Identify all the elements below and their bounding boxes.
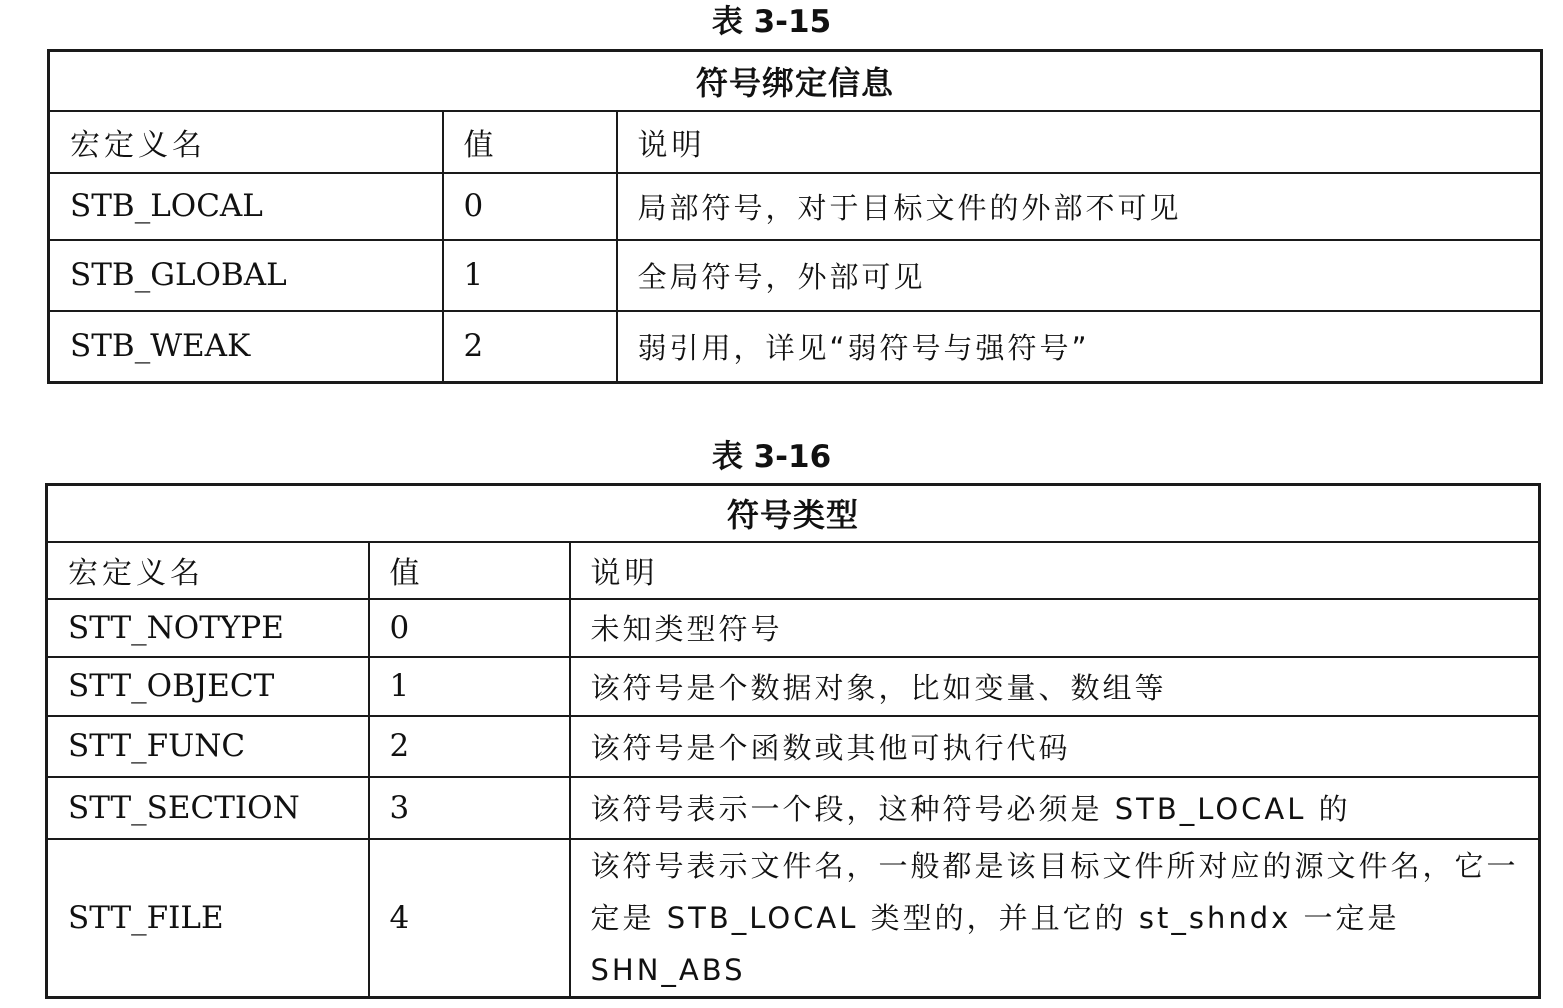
macro-cell: STB_LOCAL — [49, 173, 443, 240]
value-cell: 1 — [369, 657, 570, 716]
column-header-macro: 宏定义名 — [47, 542, 369, 599]
column-header-value: 值 — [443, 111, 617, 173]
macro-cell: STT_FILE — [47, 839, 369, 998]
description-cell: 局部符号，对于目标文件的外部不可见 — [617, 173, 1542, 240]
description-cell: 全局符号，外部可见 — [617, 240, 1542, 311]
value-cell: 4 — [369, 839, 570, 998]
table-title: 符号绑定信息 — [49, 51, 1542, 111]
symbol-type-table — [45, 483, 1541, 999]
column-header-macro: 宏定义名 — [49, 111, 443, 173]
macro-cell: STB_GLOBAL — [49, 240, 443, 311]
column-header-value: 值 — [369, 542, 570, 599]
description-cell: 弱引用，详见“弱符号与强符号” — [617, 311, 1542, 383]
value-cell: 3 — [369, 777, 570, 839]
description-cell: 该符号是个函数或其他可执行代码 — [570, 716, 1540, 777]
table-row — [47, 716, 1540, 777]
table-row — [49, 240, 1542, 311]
description-cell: 未知类型符号 — [570, 599, 1540, 657]
table-row — [47, 839, 1540, 998]
table-caption-3-15: 表 3-15 — [711, 4, 832, 40]
description-cell: 该符号表示一个段，这种符号必须是 STB_LOCAL 的 — [570, 777, 1540, 839]
description-cell: 该符号表示文件名，一般都是该目标文件所对应的源文件名，它一定是 STB_LOCAL 类型的，并且它的 st_shndx 一定是 SHN_ABS — [570, 839, 1540, 998]
value-cell: 0 — [369, 599, 570, 657]
macro-cell: STT_NOTYPE — [47, 599, 369, 657]
header-row — [47, 542, 1540, 599]
table-title: 符号类型 — [47, 485, 1540, 542]
value-cell: 2 — [443, 311, 617, 383]
column-header-description: 说明 — [617, 111, 1542, 173]
macro-cell: STT_OBJECT — [47, 657, 369, 716]
macro-cell: STB_WEAK — [49, 311, 443, 383]
table-row — [47, 657, 1540, 716]
table-row — [49, 173, 1542, 240]
header-row — [49, 111, 1542, 173]
table-row — [47, 777, 1540, 839]
column-header-description: 说明 — [570, 542, 1540, 599]
macro-cell: STT_FUNC — [47, 716, 369, 777]
table-row — [47, 599, 1540, 657]
description-cell: 该符号是个数据对象，比如变量、数组等 — [570, 657, 1540, 716]
value-cell: 1 — [443, 240, 617, 311]
macro-cell: STT_SECTION — [47, 777, 369, 839]
value-cell: 0 — [443, 173, 617, 240]
table-row — [49, 311, 1542, 383]
symbol-binding-table — [47, 49, 1543, 384]
value-cell: 2 — [369, 716, 570, 777]
table-caption-3-16: 表 3-16 — [711, 439, 832, 475]
